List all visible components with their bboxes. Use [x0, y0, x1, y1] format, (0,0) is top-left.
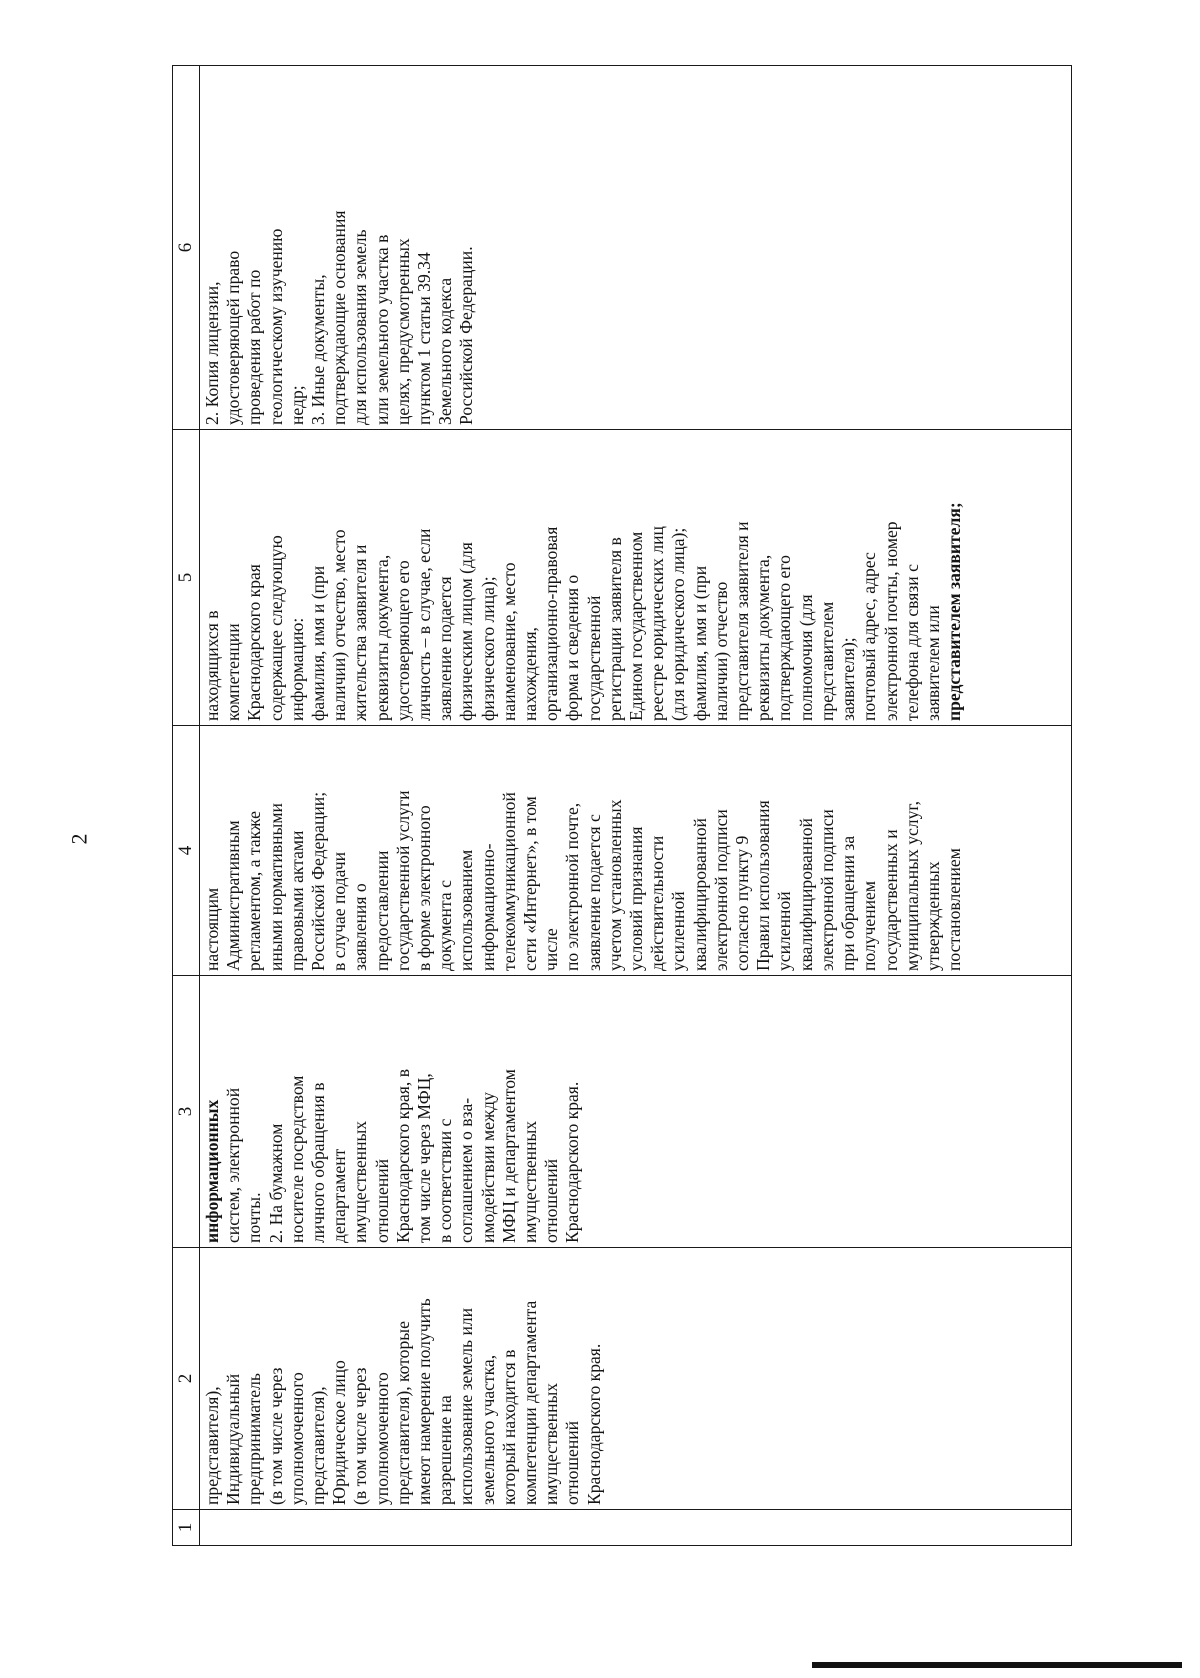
text-line: имеют намерение получить [414, 1298, 435, 1505]
text-line: Едином государственном [626, 531, 647, 721]
rotated-table-sheet [172, 66, 1072, 1546]
text-line: отношений [562, 1420, 583, 1505]
text-line: Российской Федерации. [456, 246, 477, 425]
text-line: информационно- [477, 843, 498, 971]
column-header-6: 6 [173, 66, 200, 430]
text-line: заявления о [350, 883, 371, 971]
text-line: представителя), которые [392, 1321, 413, 1505]
text-line: учетом установленных [604, 799, 625, 971]
text-line: представителя), [308, 1386, 329, 1505]
cell-attached-documents [200, 66, 1072, 430]
text-line: заявителем или [922, 605, 943, 721]
text-line: использованием [456, 849, 477, 971]
text-line: разрешение на [435, 1395, 456, 1505]
text-line: квалифицированной [795, 818, 816, 971]
text-line: 3. Иные документы, [308, 274, 329, 425]
text-line: представителя), [202, 1386, 222, 1505]
text-line: имодействии между [477, 1092, 498, 1243]
cell-regulations [200, 726, 1072, 976]
text-line: регламентом, а также [244, 811, 265, 971]
text-line: подтверждающие основания [329, 210, 350, 425]
text-line: государственной услуги [392, 790, 413, 971]
regulation-table [172, 65, 1072, 1546]
text-line: нахождения, [520, 627, 541, 721]
text-line: реквизиты документа, [753, 554, 774, 721]
text-line: настоящим [202, 887, 222, 971]
text-line: физического лица); [477, 576, 498, 721]
text-line: регистрации заявителя в [604, 537, 625, 721]
text-line: (в том числе через [350, 1367, 371, 1505]
column-header-4: 4 [173, 726, 200, 976]
text-line: телекоммуникационной [498, 792, 519, 971]
column-header-5: 5 [173, 430, 200, 726]
text-line: представителя заявителя и [732, 521, 753, 721]
text-line: (в том числе через [265, 1367, 286, 1505]
text-line: информационных [202, 1099, 222, 1243]
text-line: уполномоченного [371, 1372, 392, 1505]
text-line: удостоверяющего его [392, 560, 413, 721]
header-row [173, 66, 200, 1546]
text-line: удостоверяющей право [223, 250, 244, 425]
text-line: личного обращения в [308, 1082, 329, 1243]
text-line: усиленной [774, 891, 795, 971]
text-line: физическим лицом (для [456, 542, 477, 721]
text-line: реестре юридических лиц [647, 526, 668, 721]
text-line: информацию: [286, 617, 307, 721]
page-number: 2 [66, 833, 92, 845]
text-line: в случае подачи [329, 852, 350, 971]
text-line: правовыми актами [286, 830, 307, 971]
text-line: фамилия, имя и (при [308, 565, 329, 721]
text-line: представителем заявителя; [944, 502, 965, 721]
text-line: числе [541, 928, 562, 971]
text-line: Краснодарского края, в [392, 1069, 413, 1243]
text-line: почтовый адрес, адрес [859, 552, 880, 721]
text-line: Юридическое лицо [329, 1360, 350, 1505]
text-line: получением [859, 881, 880, 971]
text-line: целях, предусмотренных [392, 238, 413, 425]
text-line: наличии) отчество [710, 581, 731, 721]
text-line: квалифицированной [689, 818, 710, 971]
text-line: недр; [286, 385, 307, 425]
text-line: 2. На бумажном [265, 1123, 286, 1243]
text-line: иными нормативными [265, 803, 286, 971]
column-header-1: 1 [173, 1510, 200, 1546]
text-line: государственной [583, 595, 604, 721]
text-line: 2. Копия лицензии, [202, 281, 222, 425]
text-line: предприниматель [244, 1373, 265, 1505]
text-line: том числе через МФЦ, [414, 1073, 435, 1243]
text-line: личность – в случае, если [414, 528, 435, 721]
text-line: в соответствии с [435, 1118, 456, 1243]
text-line: Российской Федерации; [308, 791, 329, 971]
text-line: отношений [371, 1158, 392, 1243]
text-line: геологическому изучению [265, 228, 286, 425]
text-line: электронной подписи [816, 809, 837, 971]
column-header-2: 2 [173, 1248, 200, 1510]
text-line: Краснодарского края. [562, 1081, 583, 1243]
text-line: предоставлении [371, 850, 392, 971]
text-line: муниципальных услуг, [901, 800, 922, 971]
text-line: соглашением о вза- [456, 1097, 477, 1243]
text-line: сети «Интернет», в том [520, 796, 541, 971]
text-line: документа с [435, 880, 456, 971]
text-line: заявление подается с [583, 814, 604, 971]
text-line: электронной почты, номер [880, 521, 901, 721]
text-line: форма и сведения о [562, 574, 583, 721]
text-line: полномочия (для [795, 594, 816, 721]
text-line: Административным [223, 820, 244, 971]
table-row [200, 66, 1072, 1546]
text-line: фамилия, имя и (при [689, 565, 710, 721]
text-line: государственных и [880, 829, 901, 971]
text-line: систем, электронной [223, 1087, 244, 1243]
text-line: МФЦ и департаментом [498, 1069, 519, 1243]
text-line: для использования земель [350, 229, 371, 425]
text-line: почты. [244, 1192, 265, 1243]
text-line: усиленной [668, 891, 689, 971]
text-line: представителем [816, 601, 837, 721]
text-line: при обращении за [838, 835, 859, 971]
text-line: проведения работ по [244, 269, 265, 425]
cell-col-1 [200, 1510, 1072, 1546]
text-line: содержащее следующую [265, 535, 286, 721]
text-line: организационно-правовая [541, 526, 562, 721]
text-line: который находится в [498, 1349, 519, 1505]
text-line: Краснодарского края. [583, 1343, 604, 1505]
cell-application-content [200, 430, 1072, 726]
text-line: компетенции департамента [520, 1300, 541, 1505]
text-line: компетенции [223, 623, 244, 721]
scan-edge-bar [812, 1662, 1182, 1668]
text-line: заявителя); [838, 637, 859, 721]
text-line: по электронной почте, [562, 802, 583, 971]
text-line: пунктом 1 статьи 39.34 [414, 252, 435, 425]
text-line: заявление подается [435, 576, 456, 721]
text-line: Краснодарского края [244, 564, 265, 721]
text-line: имущественных [520, 1120, 541, 1243]
text-line: имущественных [541, 1382, 562, 1505]
text-line: отношений [541, 1158, 562, 1243]
column-header-3: 3 [173, 976, 200, 1248]
text-line: использование земель или [456, 1307, 477, 1505]
cell-applicants [200, 1248, 1072, 1510]
text-line: действительности [647, 835, 668, 971]
text-line: земельного участка, [477, 1354, 498, 1505]
text-line: согласно пункту 9 [732, 835, 753, 971]
text-line: или земельного участка в [371, 234, 392, 425]
text-line: условий признания [626, 826, 647, 971]
text-line: реквизиты документа, [371, 554, 392, 721]
text-line: Земельного кодекса [435, 277, 456, 425]
text-line: наименование, место [498, 562, 519, 721]
text-line: наличии) отчество, место [329, 529, 350, 721]
text-line: уполномоченного [286, 1372, 307, 1505]
text-line: находящихся в [202, 610, 222, 721]
text-line: подтверждающего его [774, 555, 795, 721]
text-line: (для юридического лица); [668, 527, 689, 721]
text-line: департамент [329, 1148, 350, 1243]
text-line: в форме электронного [414, 805, 435, 971]
text-line: жительства заявителя и [350, 544, 371, 721]
text-line: утвержденных [922, 861, 943, 971]
text-line: носителе посредством [286, 1075, 307, 1243]
cell-submission-methods [200, 976, 1072, 1248]
text-line: Правил использования [753, 800, 774, 971]
text-line: электронной подписи [710, 809, 731, 971]
text-line: телефона для связи с [901, 564, 922, 721]
text-line: постановлением [944, 848, 965, 971]
text-line: имущественных [350, 1120, 371, 1243]
text-line: Индивидуальный [223, 1373, 244, 1505]
